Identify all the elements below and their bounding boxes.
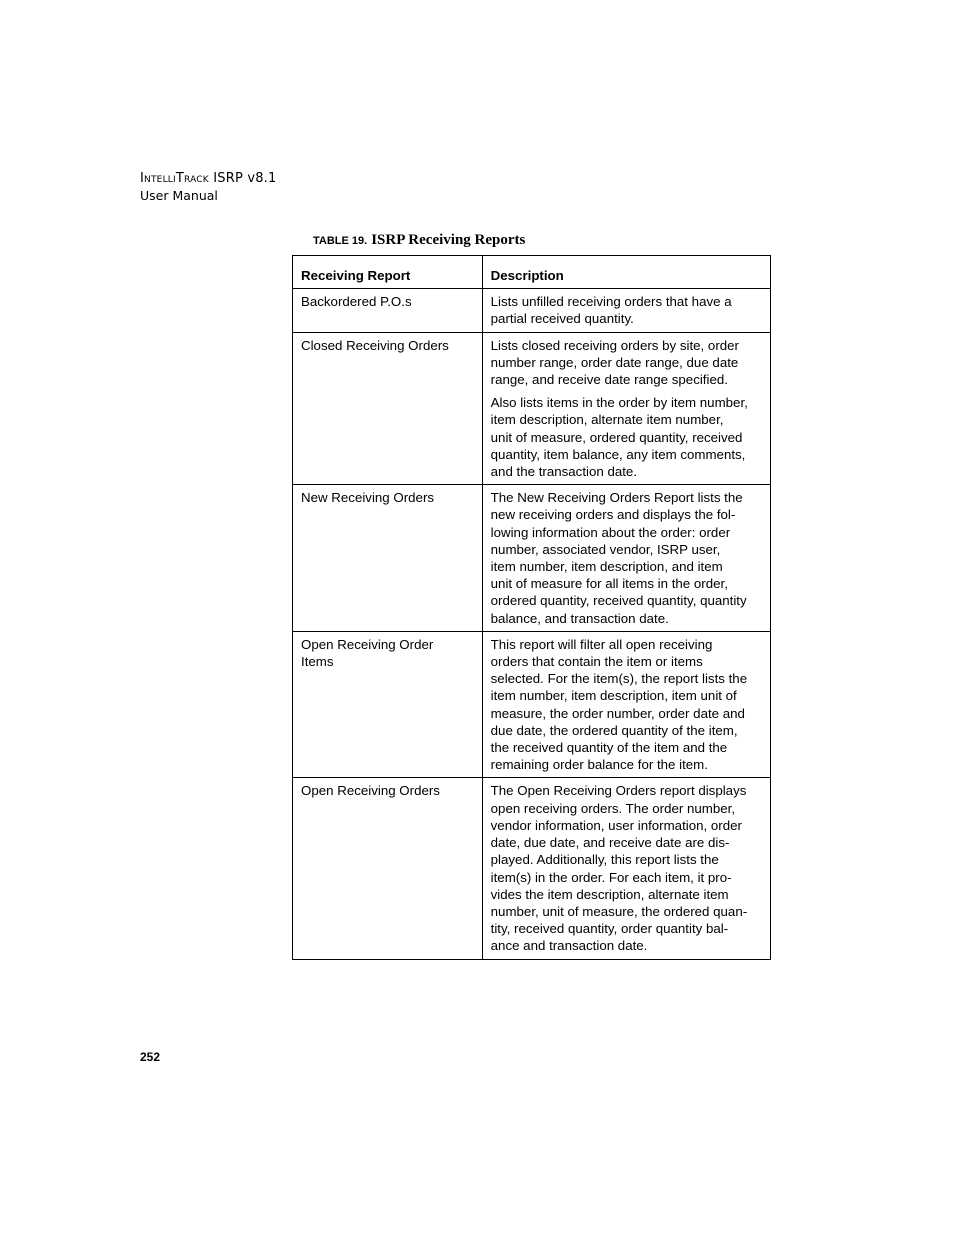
description-paragraph: The New Receiving Orders Report lists the new receiving orders and displays the fol- lowing information about the order: order number, associated vendor, ISRP user, item number, item description, and item unit of measure for all items in the order, ordered quantity, received quantity, quantity balance, and transaction date. [490, 490, 747, 626]
table-row [293, 332, 771, 485]
report-description-cell [482, 485, 770, 632]
table-body [293, 289, 771, 959]
table-caption [313, 231, 525, 249]
report-name-cell: Backordered P.O.s [293, 289, 483, 332]
table-caption-title: ISRP Receiving Reports [371, 232, 526, 248]
description-paragraph: The Open Receiving Orders report displays open receiving orders. The order number, vendor information, user information, order date, due date, and receive date are dis- played. Additionally, this report lists the item(s) in the order. For each item, it pro- vides the item description, alternate item number, unit of measure, the ordered quan- tity, received quantity, order quantity bal- ance and transaction date. [490, 783, 748, 954]
report-name-cell: Open Receiving Order Items [293, 631, 483, 778]
product-name-initial: T [175, 171, 185, 186]
table-header-row [293, 256, 771, 289]
column-header-report: Receiving Report [293, 256, 483, 289]
description-paragraph: This report will filter all open receiving orders that contain the item or items selected. For the item(s), the report lists the item number, item description, item unit of measure, the order number, order date and due date, the ordered quantity of the item, the received quantity of the item and the remaining order balance for the item. [490, 636, 748, 773]
page-number: 252 [140, 1050, 161, 1064]
table-row [293, 631, 771, 778]
report-name-cell: Open Receiving Orders [293, 778, 483, 959]
report-name-cell: Closed Receiving Orders [293, 332, 483, 485]
table-row [293, 289, 771, 332]
product-version: ISRP v8.1 [208, 171, 277, 186]
report-description-cell [482, 289, 770, 332]
column-header-description: Description [482, 256, 770, 289]
running-header [140, 170, 276, 204]
product-name-part: rack [184, 171, 209, 186]
report-name-cell: New Receiving Orders [293, 485, 483, 632]
description-paragraph: Also lists items in the order by item number, item description, alternate item number, unit of measure, ordered quantity, received quantity, item balance, any item comments, and the transaction date. [490, 395, 748, 480]
report-description-cell [482, 631, 770, 778]
product-name-part: ntelli [144, 171, 176, 186]
report-description-cell [482, 778, 770, 959]
table-row [293, 778, 771, 959]
manual-subtitle: User Manual [140, 188, 218, 203]
receiving-reports-table [292, 255, 771, 960]
report-description-cell [482, 332, 770, 485]
table-row [293, 485, 771, 632]
description-paragraph: Lists closed receiving orders by site, order number range, order date range, due date range, and receive date range specified. [490, 337, 739, 388]
product-name [140, 170, 276, 187]
table-caption-label: TABLE 19. [313, 235, 368, 247]
description-paragraph: Lists unfilled receiving orders that have a partial received quantity. [490, 294, 732, 327]
product-name-initial: I [140, 171, 145, 186]
